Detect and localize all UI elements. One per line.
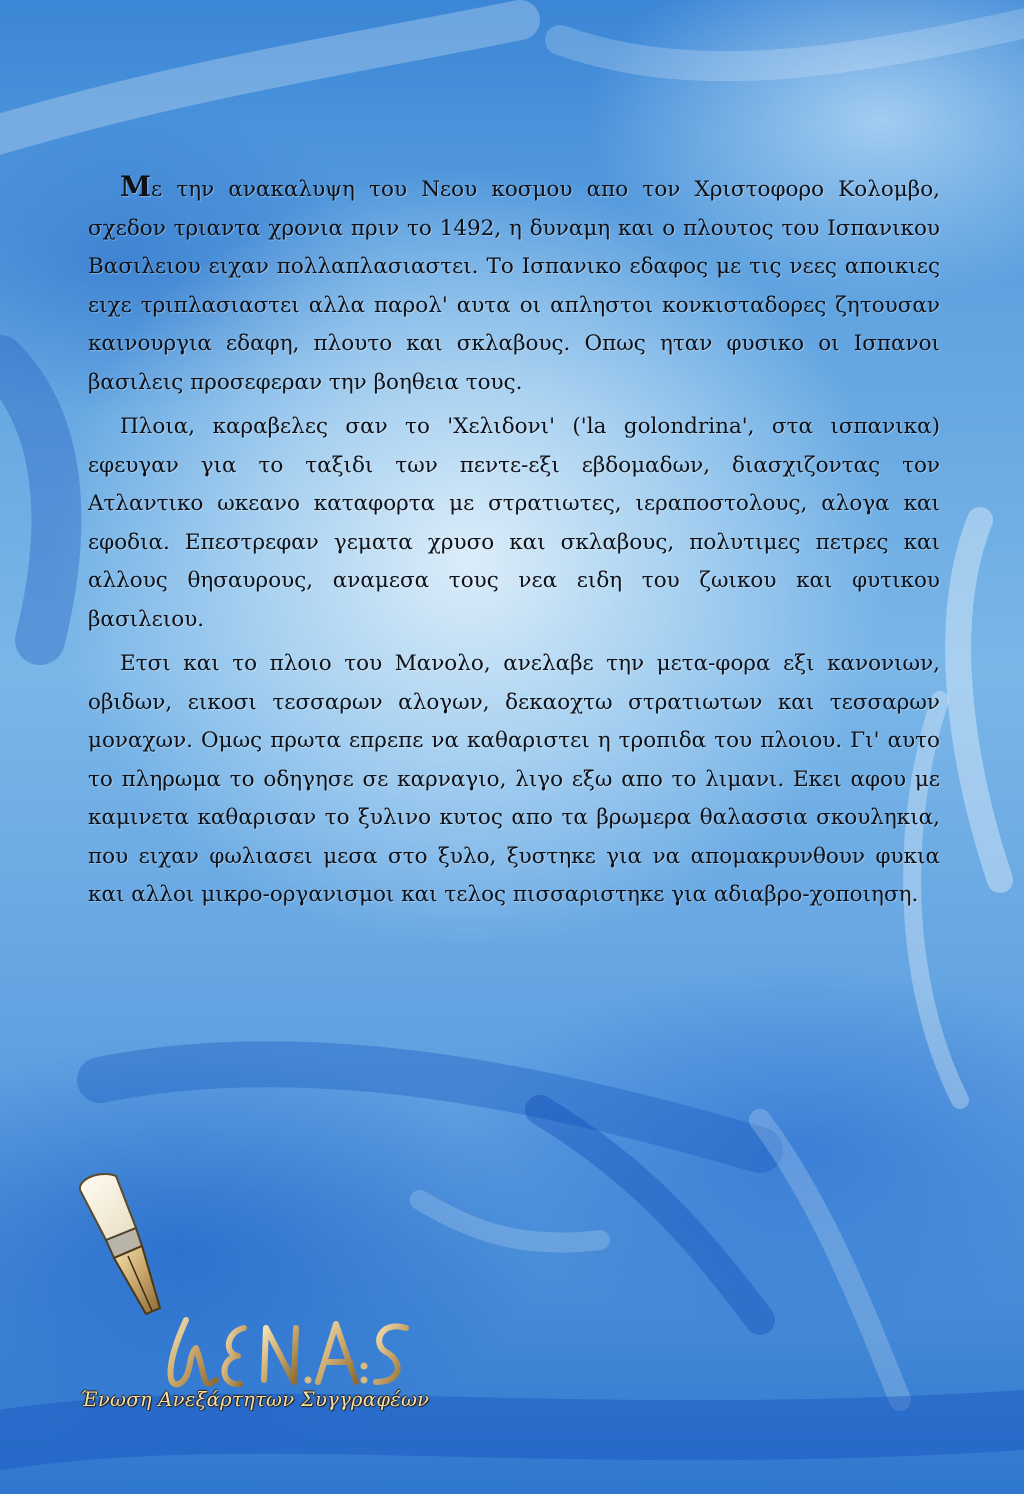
drop-cap: Μ	[120, 170, 151, 203]
quill-pen-icon	[80, 1174, 160, 1314]
logo-tagline: Ένωση Ανεξάρτητων Συγγραφέων	[80, 1388, 430, 1411]
story-text	[88, 168, 940, 921]
paragraph-2: Πλοια, καραβελες σαν το 'Χελιδονι' ('la golondrina', στα ισπανικα) εφευγαν για το ταξιδι των πεντε-εξι εβδομαδων, διασχιζοντας τον Ατλαντικο ωκεανο καταφορτα με στρατιωτες, ιεραποστολους, αλογα και εφοδια. Επεστρεφαν γεματα χρυσο και σκλαβους, πολυτιμες πετρες και αλλους θησαυρους, αναμεσα τους νεα ειδη του ζωικου και φυτικου βασιλειου.	[88, 414, 940, 632]
logo-wordmark	[171, 1320, 407, 1384]
paragraph-1	[88, 168, 940, 402]
paragraph-3: Ετσι και το πλοιο του Μανολο, ανελαβε την μετα-φορα εξι κανονιων, οβιδων, εικοσι τεσσαρων αλογων, δεκαοχτω στρατιωτων και τεσσαρων μοναχων. Ομως πρωτα επρεπε να καθαριστει η τροπιδα του πλοιου. Γι' αυτο το πληρωμα το οδηγησε σε καρναγιο, λιγο εξω απο το λιμανι. Εκει αφου με καμινετα καθαρισαν το ξυλινο κυτος απο τα βρωμερα θαλασσια σκουληκια, που ειχαν φωλιασει μεσα στο ξυλο, ξυστηκε για να απομακρυνθουν φυκια και αλλοι μικρο-οργανισμοι και τελος πισσαριστηκε για αδιαβρο-χοποιηση.	[88, 651, 940, 907]
paragraph-1-text: ε την ανακαλυψη του Νεου κοσμου απο τον Χριστοφορο Κολομβο, σχεδον τριαντα χρονια πριν το 1492, η δυναμη και ο πλουτος του Ισπανικου Βασιλειου ειχαν πολλαπλασιαστει. Το Ισπανικο εδαφος με τις νεες αποικιες ειχε τριπλασιαστει αλλα παρολ' αυτα οι απληστοι κονκισταδορες ζητουσαν καινουργια εδαφη, πλουτο και σκλαβους. Οπως ηταν φυσικο οι Ισπανοι βασιλεις προσεφεραν την βοηθεια τους.	[88, 177, 940, 395]
